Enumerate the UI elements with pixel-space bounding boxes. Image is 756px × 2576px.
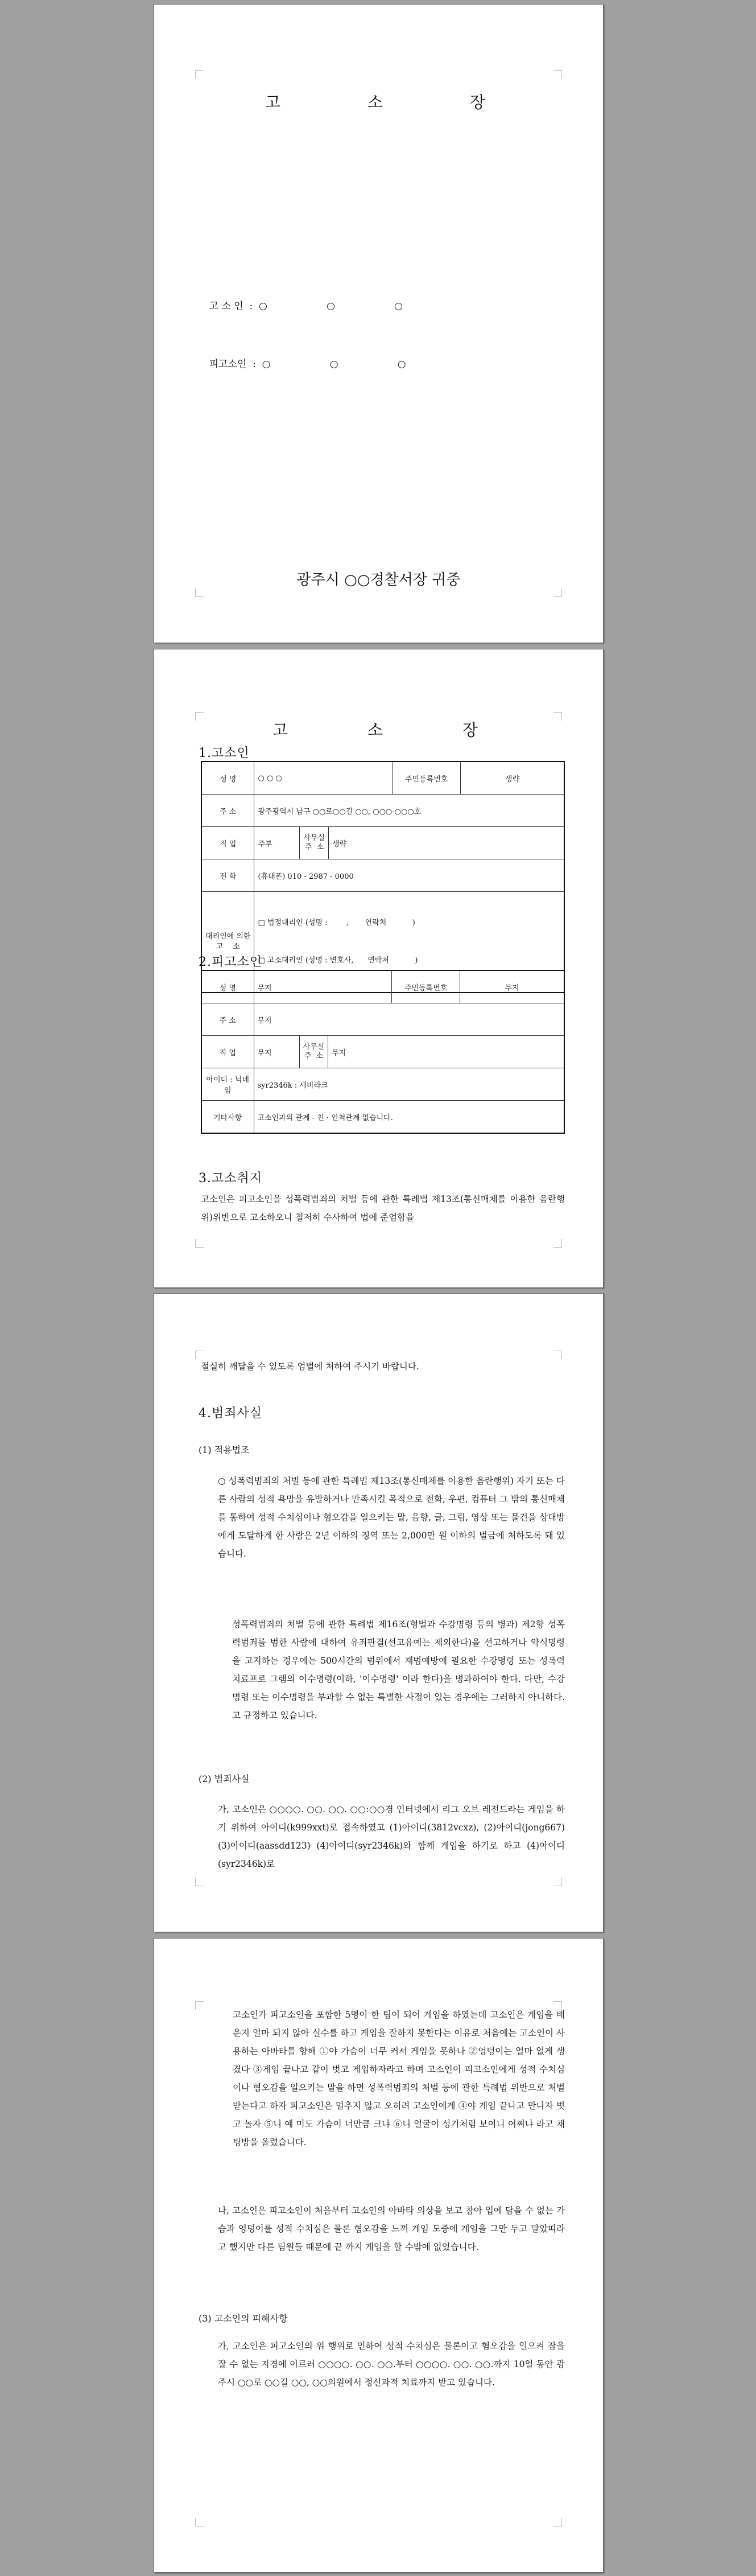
table-row bbox=[201, 762, 564, 795]
crop-mark bbox=[553, 712, 562, 721]
damage-paragraph: 가, 고소인은 피고소인의 위 행위로 인하여 성적 수치심은 물론이고 혐오감을 일으켜 잠을 잘 수 없는 지경에 이르러 ○○○○. ○○. ○○.부터 ○○○○. ○○. ○○.까지 10일 동안 광주시 ○○로 ○○길 ○○, ○○의원에서 정신과적 치료까지 받고 있습니다. bbox=[218, 2341, 565, 2388]
proxy-line-legal: □ 법정대리인 (성명 : , 연락처 ) bbox=[258, 919, 415, 927]
table-row bbox=[201, 1101, 564, 1134]
table-row bbox=[201, 859, 564, 892]
phone-value: (휴대폰) 010 - 2987 - 0000 bbox=[254, 859, 564, 892]
job-label: 직 업 bbox=[201, 1036, 254, 1068]
crop-mark bbox=[195, 1239, 204, 1248]
table-row bbox=[201, 1036, 564, 1068]
defendant-value: ○ ○ ○ bbox=[262, 359, 419, 370]
id-value: syr2346k : 세비라크 bbox=[254, 1068, 564, 1101]
title-char: 소 bbox=[367, 93, 383, 112]
office-value: 무지 bbox=[328, 1036, 564, 1068]
defendant-table bbox=[201, 970, 565, 1134]
damage-heading: (3) 고소인의 피해사항 bbox=[199, 2313, 288, 2324]
complainant-line: 고 소 인 : ○ ○ ○ bbox=[209, 301, 415, 312]
name-label: 성 명 bbox=[201, 762, 254, 795]
section-facts-heading: 4.범죄사실 bbox=[199, 1406, 262, 1421]
rrn-value: 무지 bbox=[460, 970, 564, 1003]
crop-mark bbox=[195, 70, 204, 79]
address-value: 무지 bbox=[254, 1003, 564, 1036]
title-char: 장 bbox=[470, 93, 486, 112]
purpose-paragraph: 고소인은 피고소인을 성폭력범죄의 처벌 등에 관한 특례법 제13조(통신매체를 이용한 음란행위)위반으로 고소하오니 철저히 수사하여 법에 준엄함을 bbox=[201, 1194, 565, 1223]
crop-mark bbox=[553, 1878, 562, 1886]
name-value: 무지 bbox=[254, 970, 392, 1003]
address-value: 광주광역시 남구 ○○로○○길 ○○, ○○○-○○○호 bbox=[254, 795, 564, 827]
phone-label: 전 화 bbox=[201, 859, 254, 892]
section-complainant-heading: 1.고소인 bbox=[199, 746, 250, 760]
rrn-value: 생략 bbox=[461, 762, 564, 795]
crop-mark bbox=[195, 712, 204, 721]
facts-paragraph-continued: 고소인가 피고소인을 포함한 5명이 한 팀이 되어 게임을 하였는데 고소인은 게임을 배운지 얼마 되지 않아 실수를 하고 게임을 잘하지 못한다는 이유로 처음에는 고소인이 사용하는 아바타를 향해 ①야 가슴이 너무 커서 게임을 못하나 ②엉덩이는 얼마 없게 생겼다 ③게임 끝나고 같이 벗고 게임하자라고 하며 고소인이 피고소인에게 성적 수치심이나 혐오감을 일으키는 말을 하면 성폭력범죄의 처벌 등에 관한 특례법 위반으로 처벌받는다고 하자 피고소인은 멈추지 않고 오히려 고소인에게 ④야 게임 끝나고 만나자 벗고 놀자 ⑤니 예 미도 가슴이 너만큼 크냐 ⑥니 얼굴이 성기처럼 보이니 어쩌냐 라고 채팅방을 올렸습니다. bbox=[233, 2010, 565, 2147]
title-char: 고 bbox=[265, 93, 281, 112]
recipient-station: 광주시 ○○경찰서장 귀중 bbox=[296, 571, 461, 589]
complainant-label: 고 소 인 bbox=[209, 301, 243, 312]
job-value: 무지 bbox=[254, 1036, 299, 1068]
title-char: 고 bbox=[272, 721, 288, 739]
rrn-label: 주민등록번호 bbox=[392, 970, 460, 1003]
page-1 bbox=[154, 4, 604, 643]
criminal-facts-heading: (2) 범죄사실 bbox=[199, 1773, 250, 1784]
purpose-text bbox=[201, 1190, 565, 1227]
table-row bbox=[201, 827, 564, 859]
id-label: 아이디 : 닉네임 bbox=[201, 1068, 254, 1101]
applicable-law-heading: (1) 적용법조 bbox=[199, 1445, 250, 1455]
crop-mark bbox=[553, 589, 562, 597]
office-label: 사무실 주 소 bbox=[299, 1036, 328, 1068]
law-paragraph-1: ○ 성폭력범죄의 처벌 등에 관한 특례법 제13조(통신매체를 이용한 음란행위) 자기 또는 다른 사람의 성적 욕망을 유발하거나 만족시킬 목적으로 전화, 우편, 컴퓨터 그 밖의 통신매체를 통하여 성적 수치심이나 혐오감을 일으키는 말, 음향, 글, 그림, 영상 또는 물건을 상대방에게 도달하게 한 사람은 2년 이하의 징역 또는 2,000만 원 이하의 벌금에 처하도록 돼 있습니다. bbox=[218, 1476, 565, 1559]
facts-paragraph-1: 가, 고소인은 ○○○○. ○○. ○○. ○○:○○경 인터넷에서 리그 오브 레전드라는 게임을 하기 위하여 아이디(k999xxt)로 접속하였고 (1)아이디(3812vcxz), (2)아이디(jong667) (3)아이디(aassdd123) (4)아이디(syr2346k)와 함께 게임을 하기로 하고 (4)아이디(syr2346k)로 bbox=[218, 1804, 565, 1869]
office-value: 생략 bbox=[329, 827, 564, 859]
crop-mark bbox=[553, 70, 562, 79]
job-value: 주부 bbox=[254, 827, 300, 859]
rrn-label: 주민등록번호 bbox=[393, 762, 461, 795]
office-label: 사무실 주 소 bbox=[300, 827, 329, 859]
table-row bbox=[201, 970, 564, 1003]
title-char: 장 bbox=[462, 721, 478, 739]
table-row bbox=[201, 795, 564, 827]
proxy-line-attorney: □ 고소대리인 (성명 : 변호사, 연락처 ) bbox=[258, 956, 418, 965]
defendant-line: 피고소인 : ○ ○ ○ bbox=[209, 359, 419, 370]
name-label: 성 명 bbox=[201, 970, 254, 1003]
proxy-label: 대리인에 의한 고 소 bbox=[201, 892, 254, 993]
section-defendant-heading: 2.피고소인 bbox=[199, 955, 262, 969]
complainant-value: ○ ○ ○ bbox=[259, 301, 415, 312]
table-row bbox=[201, 1068, 564, 1101]
name-value: ○ ○ ○ bbox=[254, 762, 393, 795]
law-paragraph-2: 성폭력범죄의 처벌 등에 관한 특례법 제16조(형벌과 수강명령 등의 병과) 제2항 성폭력범죄를 범한 사람에 대하여 유죄판결(선고유예는 제외한다)을 선고하거나 약식명령을 고지하는 경우에는 500시간의 범위에서 재범예방에 필요한 수강명령 또는 성폭력 치료프로 그램의 이수명령(이하, '이수명령' 이라 한다)을 병과하여야 한다. 다만, 수강명령 또는 이수명령을 부과할 수 없는 특별한 사정이 있는 경우에는 그러하지 아니하다. 고 규정하고 있습니다. bbox=[232, 1619, 565, 1721]
page-3 bbox=[154, 1293, 604, 1932]
job-label: 직 업 bbox=[201, 827, 254, 859]
section-purpose-heading: 3.고소취지 bbox=[199, 1171, 262, 1186]
address-label: 주 소 bbox=[201, 795, 254, 827]
title-char: 소 bbox=[367, 721, 383, 739]
crop-mark bbox=[195, 1878, 204, 1886]
page-4 bbox=[154, 1938, 604, 2573]
facts-paragraph-2: 나, 고소인은 피고소인이 처음부터 고소인의 아바타 의상을 보고 참아 입에 담을 수 없는 가슴과 엉덩이를 성적 수치심은 물론 혐오감을 느껴 게임 도중에 게임을 그만 두고 말았띠라고 했지만 다른 팀원들 때문에 끝 까지 게임을 할 수밖에 없었습니다. bbox=[218, 2205, 565, 2252]
crop-mark bbox=[195, 589, 204, 597]
crop-mark bbox=[195, 2001, 204, 2010]
defendant-label: 피고소인 bbox=[209, 359, 247, 370]
table-row bbox=[201, 1003, 564, 1036]
crop-mark bbox=[553, 2518, 562, 2526]
etc-value: 고소인과의 관계 - 친 · 인척관계 없습니다. bbox=[254, 1101, 564, 1134]
crop-mark bbox=[553, 1239, 562, 1248]
page-2 bbox=[154, 649, 604, 1288]
address-label: 주 소 bbox=[201, 1003, 254, 1036]
crop-mark bbox=[195, 2518, 204, 2526]
continuation-text: 절실히 깨달을 수 있도록 엄벌에 처하여 주시기 바랍니다. bbox=[201, 1361, 419, 1372]
etc-label: 기타사항 bbox=[201, 1101, 254, 1134]
